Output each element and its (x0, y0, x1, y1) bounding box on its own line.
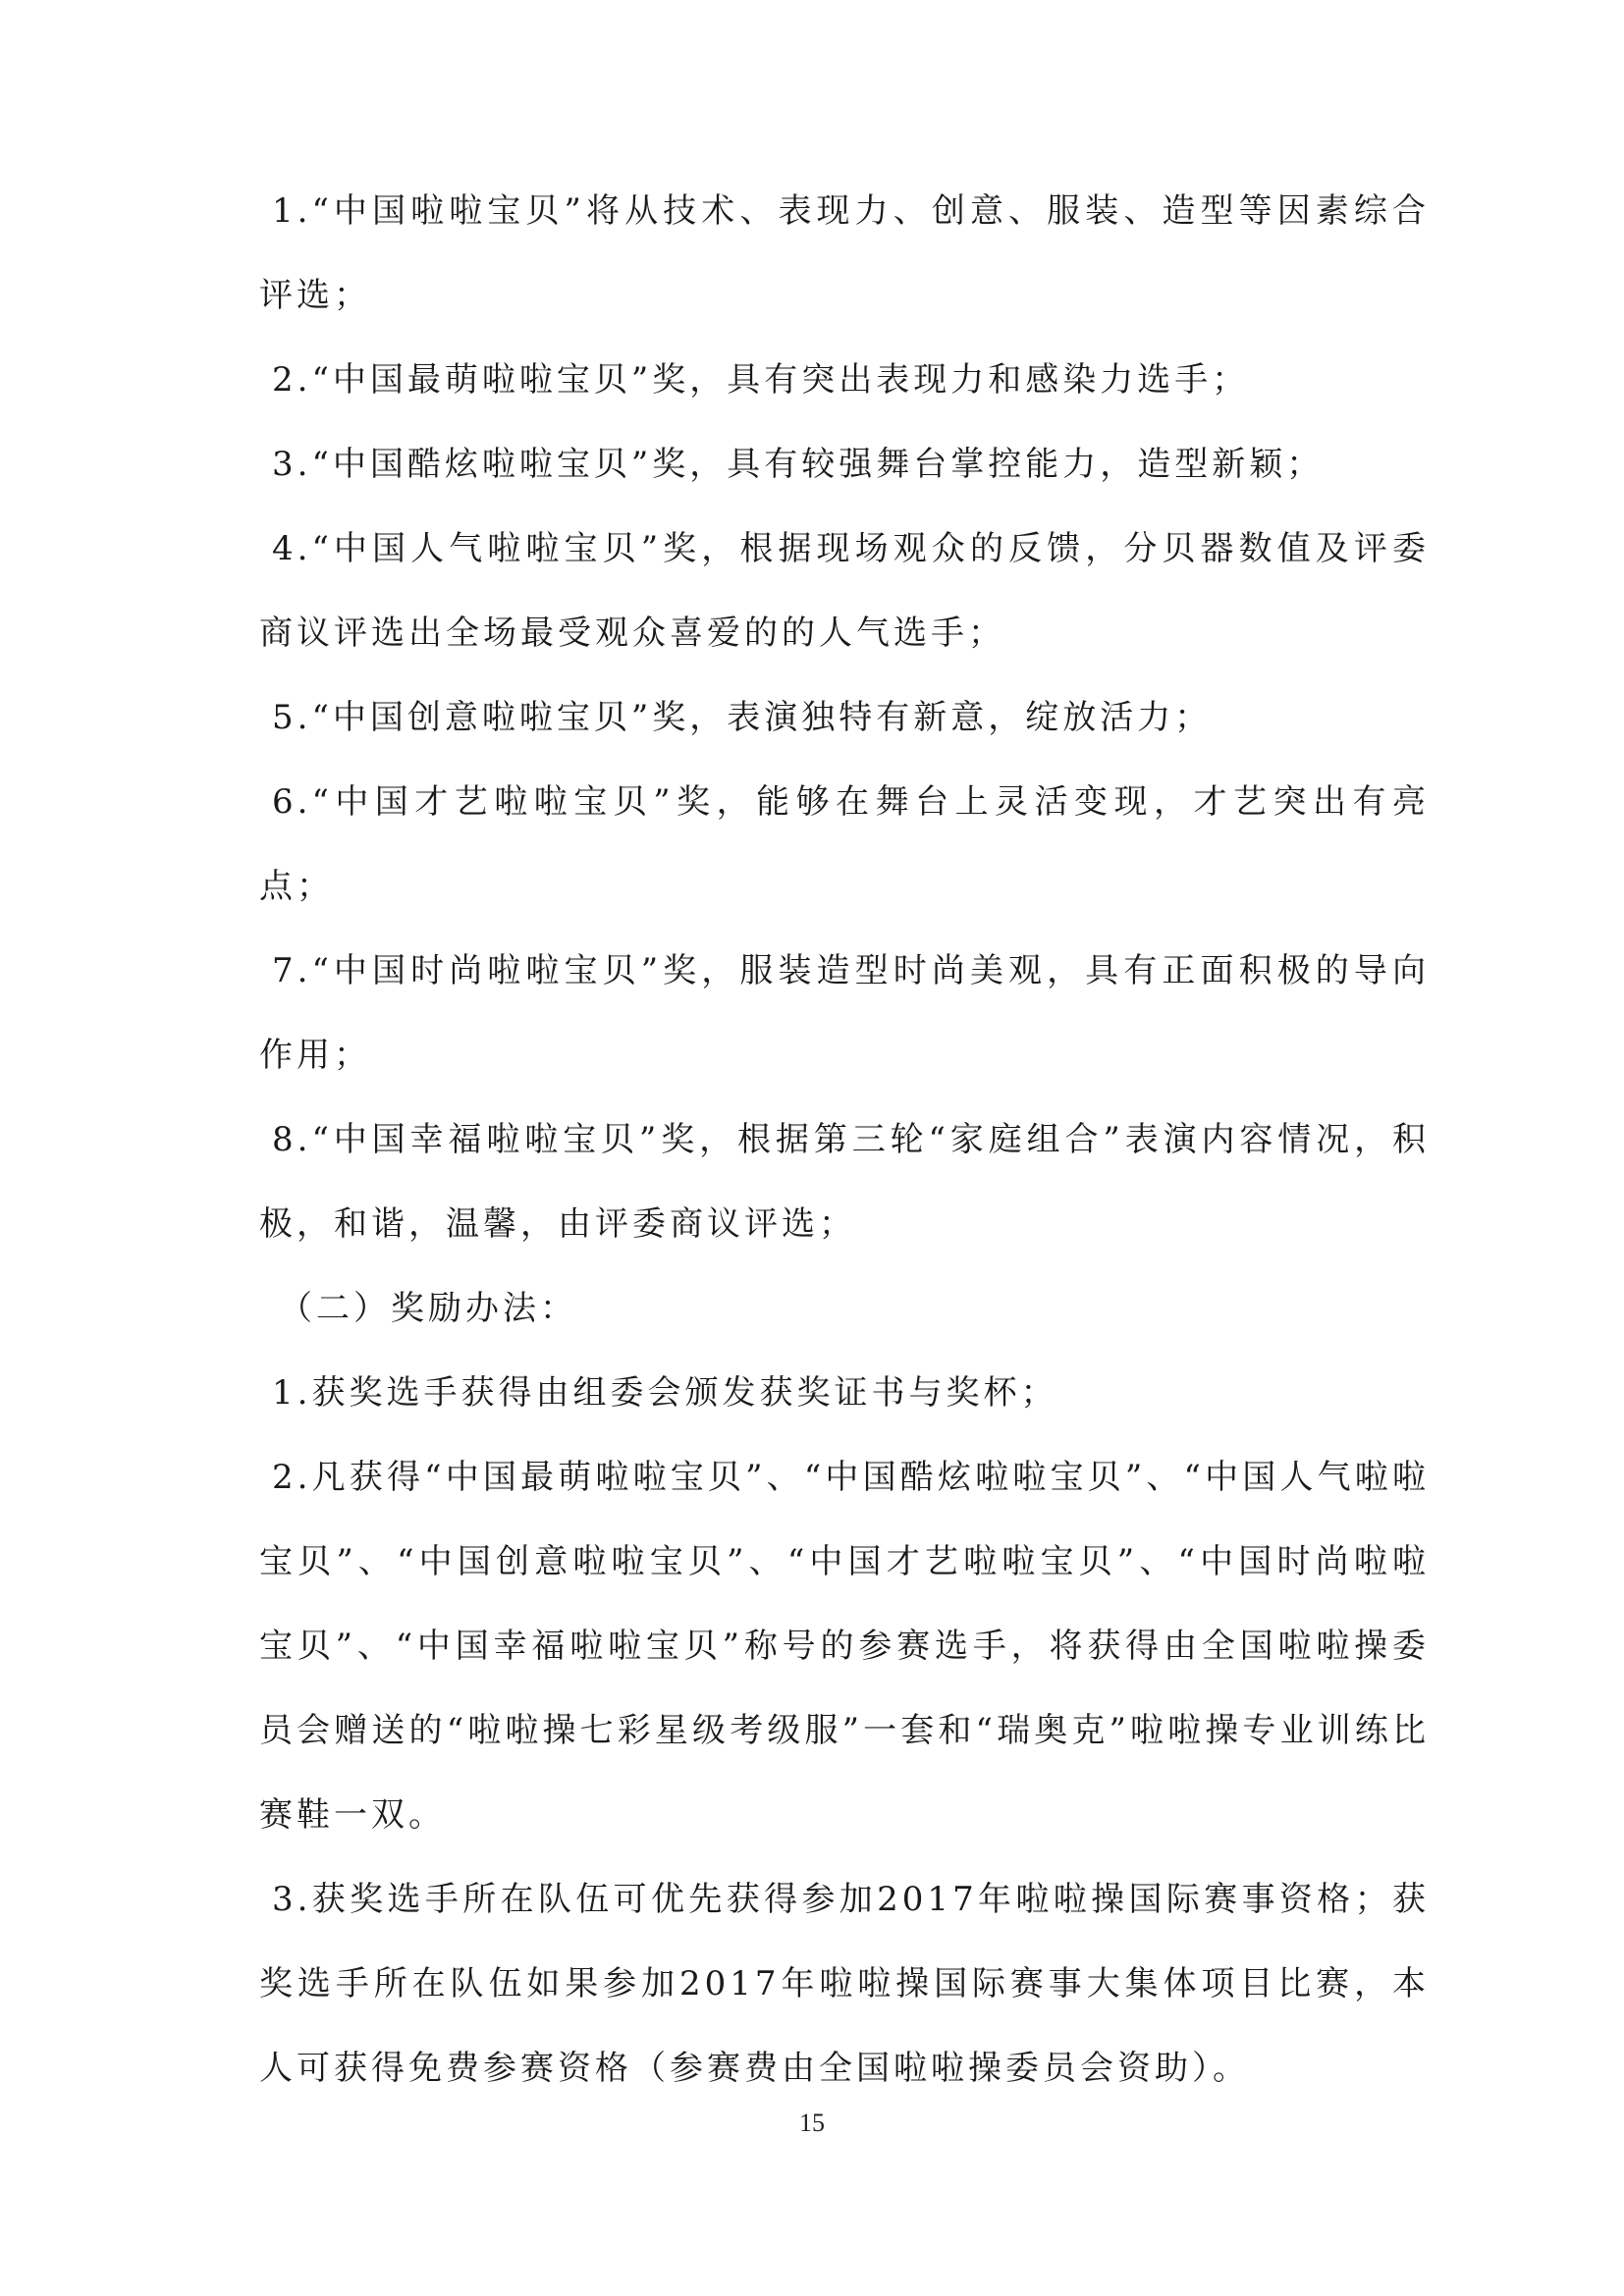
paragraph-award-criteria-general: 1.“中国啦啦宝贝”将从技术、表现力、创意、服装、造型等因素综合评选； (259, 191, 1430, 315)
page-number: 15 (799, 2109, 825, 2137)
paragraph-award-cutest: 2.“中国最萌啦啦宝贝”奖，具有突出表现力和感染力选手； (272, 360, 1250, 400)
paragraph-award-talent: 6.“中国才艺啦啦宝贝”奖，能够在舞台上灵活变现，才艺突出有亮点； (259, 782, 1430, 906)
paragraph-reward-international: 3.获奖选手所在队伍可优先获得参加2017年啦啦操国际赛事资格；获奖选手所在队伍如果参加2017年啦啦操国际赛事大集体项目比赛，本人可获得免费参赛资格（参赛费由全国啦啦操委员会资助）。 (259, 1880, 1430, 2088)
paragraph-award-happiness: 8.“中国幸福啦啦宝贝”奖，根据第三轮“家庭组合”表演内容情况，积极，和谐，温馨，由评委商议评选； (259, 1120, 1430, 1244)
paragraph-award-popular: 4.“中国人气啦啦宝贝”奖，根据现场观众的反馈，分贝器数值及评委商议评选出全场最受观众喜爱的的人气选手； (259, 529, 1430, 653)
paragraph-reward-certificate: 1.获奖选手获得由组委会颁发获奖证书与奖杯； (272, 1373, 1058, 1413)
document-body (259, 169, 1430, 2110)
section-heading-rewards: （二）奖励办法： (279, 1289, 577, 1328)
paragraph-award-fashion: 7.“中国时尚啦啦宝贝”奖，服装造型时尚美观，具有正面积极的导向作用； (259, 951, 1430, 1075)
paragraph-reward-gifts: 2.凡获得“中国最萌啦啦宝贝”、“中国酷炫啦啦宝贝”、“中国人气啦啦宝贝”、“中国创意啦啦宝贝”、“中国才艺啦啦宝贝”、“中国时尚啦啦宝贝”、“中国幸福啦啦宝贝”称号的参赛选手，将获得由全国啦啦操委员会赠送的“啦啦操七彩星级考级服”一套和“瑞奥克”啦啦操专业训练比赛鞋一双。 (259, 1458, 1430, 1835)
paragraph-award-coolest: 3.“中国酷炫啦啦宝贝”奖，具有较强舞台掌控能力，造型新颖； (272, 445, 1325, 484)
paragraph-award-creative: 5.“中国创意啦啦宝贝”奖，表演独特有新意，绽放活力； (272, 698, 1213, 737)
